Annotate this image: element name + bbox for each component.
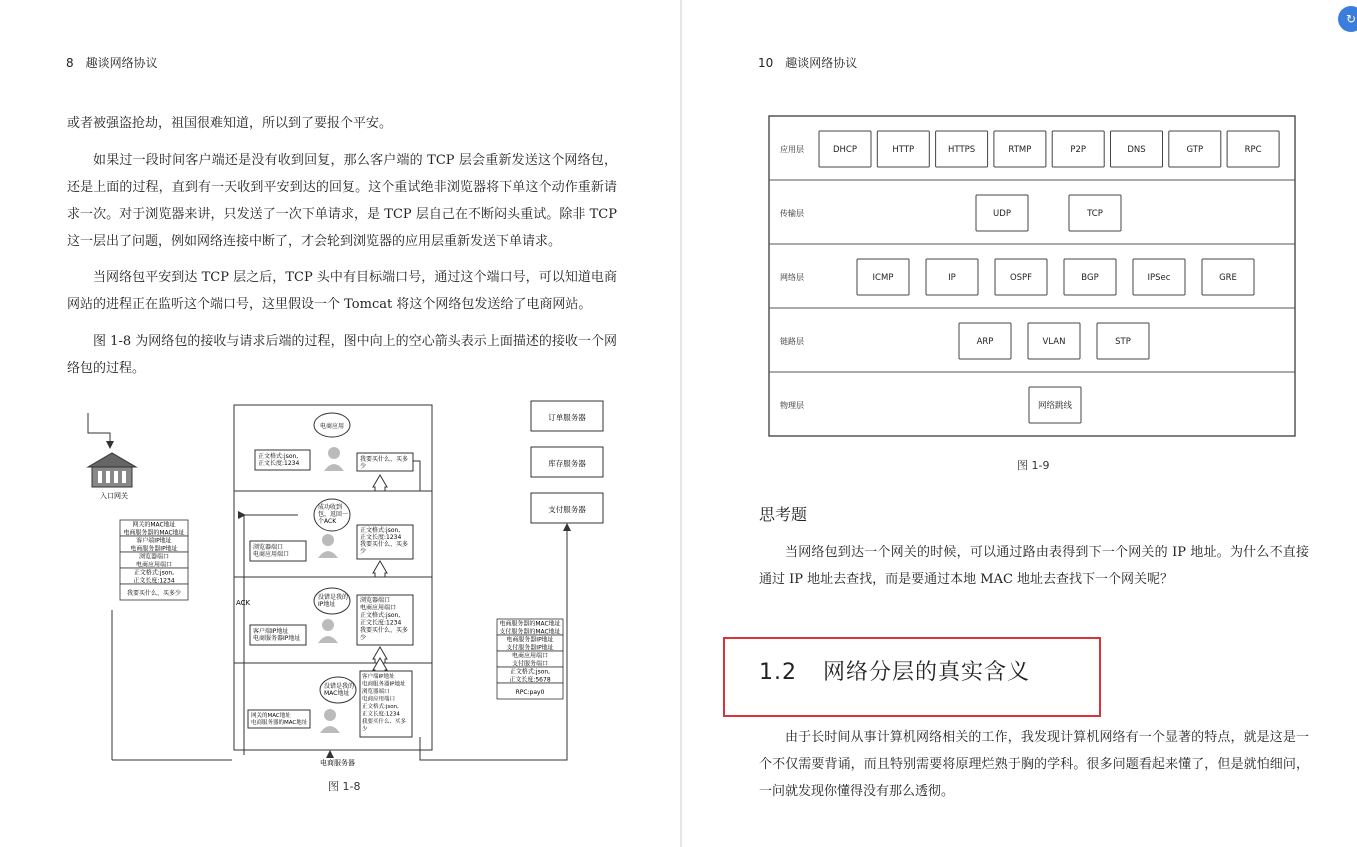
text-line: 包，返回一 — [318, 511, 349, 518]
section-number: 1.2 — [759, 660, 797, 685]
text-line: 少 — [360, 548, 367, 555]
gateway-label: 入口网关 — [100, 492, 128, 500]
protocol-label: STP — [1115, 337, 1131, 347]
paragraph-2: 如果过一段时间客户端还是没有收到回复，那么客户端的 TCP 层会重新发送这个网络包，还是上面的过程，直到有一天收到平安到达的回复。这个重试绝非浏览器将下单这个动作重新请求一次。对于浏览器来讲，只发送了一次下单请求，是 TCP 层自己在不断闷头重试。除非 TCP 这一层出了问题，例如网络连接中断了，才会轮到浏览器的应用层重新发送下单请求。 — [67, 153, 617, 249]
protocol-label: RTMP — [1008, 145, 1032, 155]
ack-label: ACK — [236, 599, 251, 607]
text-line: 正文长度:1234 — [360, 619, 402, 627]
protocol-label: 网络跳线 — [1037, 401, 1073, 411]
service-label: 支付服务器 — [548, 505, 586, 514]
protocol-label: UDP — [993, 209, 1011, 219]
gateway-packet-stack — [120, 520, 188, 600]
paragraph-4: 图 1-8 为网络包的接收与请求后端的过程，图中向上的空心箭头表示上面描述的接收一个网络包的过程。 — [67, 334, 617, 376]
stack-line: 我要买什么、买多少 — [126, 590, 182, 597]
protocol-label: IP — [948, 273, 956, 283]
protocol-label: HTTP — [892, 145, 915, 155]
think-heading: 思考题 — [759, 505, 808, 524]
stack-line: 浏览器端口 — [138, 553, 170, 561]
protocol-label: RPC — [1244, 145, 1262, 155]
protocol-label: TCP — [1087, 209, 1103, 219]
layer-name: 传输层 — [780, 209, 804, 218]
right-page — [682, 0, 1357, 847]
gateway-building-icon — [88, 453, 136, 487]
stack-line: 正文长度:5678 — [509, 676, 551, 684]
protocol-label: OSPF — [1009, 273, 1033, 283]
text-line: 正文格式:json, — [360, 612, 401, 619]
stack-line: 支付服务器IP地址 — [506, 644, 554, 652]
text-line: 个ACK — [318, 518, 337, 525]
server-label: 电商服务器 — [320, 759, 355, 767]
text-line: 少 — [360, 634, 367, 642]
ip-layer — [250, 588, 413, 645]
mac-layer — [248, 671, 412, 737]
app-badge-icon[interactable]: ↻ — [1338, 6, 1357, 32]
body-text: 由于长时间从事计算机网络相关的工作，我发现计算机网络有一个显著的特点，就是这是一个不仅需要背诵，而且特别需要将原理烂熟于胸的学科。很多问题看起来懂了，但是就怕细问，一问就发现你懂得没有那么透彻。 — [759, 730, 1309, 799]
stack-line: 电商服务器的MAC地址 — [499, 620, 561, 628]
rpc-packet-stack — [497, 619, 563, 699]
protocol-label: VLAN — [1042, 337, 1066, 347]
text-line: 正文格式:json, — [362, 704, 399, 710]
think-text: 当网络包到达一个网关的时候，可以通过路由表得到下一个网关的 IP 地址。为什么不直接通过 IP 地址去查找，而是要通过本地 MAC 地址去查找下一个网关呢？ — [759, 545, 1309, 587]
paragraph-1: 或者被强盗抢劫，祖国很难知道，所以到了要报个平安。 — [67, 116, 393, 131]
protocol-label: BGP — [1081, 273, 1099, 283]
text-line: 客户端IP地址 — [253, 628, 289, 635]
stack-line: 网关的MAC地址 — [132, 521, 176, 529]
stack-line: 电商服务器IP地址 — [506, 636, 554, 644]
protocol-label: GRE — [1219, 273, 1237, 283]
paragraph-3: 当网络包平安到达 TCP 层之后，TCP 头中有目标端口号，通过这个端口号，可以知道电商网站的进程正在监听这个端口号，这里假设一个 Tomcat 将这个网络包发送给了电商网站。 — [67, 270, 617, 312]
backend-services — [531, 401, 603, 523]
text-line: 正文格式:json, — [258, 453, 299, 460]
section-title-text: 网络分层的真实含义 — [823, 660, 1031, 685]
text-line: MAC地址 — [324, 690, 350, 697]
text-line: 电商服务器IP地址 — [362, 681, 406, 688]
stack-line: 支付服务器的MAC地址 — [499, 628, 561, 636]
text-line: 电商应用端口 — [362, 696, 396, 703]
stack-line: 正文长度:1234 — [133, 577, 175, 585]
figure-1-8-caption: 图 1-8 — [328, 780, 361, 793]
text-line: 正文长度:1234 — [258, 460, 300, 467]
text-line: 电商服务器的MAC地址 — [251, 720, 308, 726]
protocol-label: DNS — [1127, 145, 1146, 155]
text-line: 电商应用端口 — [253, 551, 290, 558]
text-line: 电商服务器IP地址 — [253, 635, 301, 642]
layer-name: 应用层 — [780, 145, 804, 154]
protocol-label: GTP — [1186, 145, 1204, 155]
stack-line: 正文格式:json, — [509, 668, 551, 676]
layer-name: 链路层 — [780, 337, 804, 346]
page-number: 10 — [758, 56, 774, 70]
stack-line: 电商应用端口 — [511, 652, 549, 660]
stack-line: 电商服务器IP地址 — [130, 545, 178, 553]
stack-line: 电商应用端口 — [135, 561, 173, 569]
page-header-left — [66, 54, 158, 71]
stack-line: 客户端IP地址 — [136, 537, 172, 545]
tcp-layer — [250, 499, 413, 561]
stack-line: 支付服务端口 — [511, 660, 549, 668]
text-line: 少 — [362, 726, 368, 733]
protocol-label: ARP — [976, 337, 994, 347]
protocol-label: HTTPS — [948, 145, 976, 155]
text-line: 我要买什么、买多 — [360, 456, 409, 463]
protocol-label: ICMP — [872, 273, 894, 283]
service-label: 订单服务器 — [548, 413, 586, 422]
app-bubble: 电商应用 — [320, 423, 345, 430]
text-line: 电商应用端口 — [360, 604, 397, 612]
text-line: 客户端IP地址 — [362, 674, 395, 680]
text-line: 网关的MAC地址 — [251, 713, 291, 719]
layer-name: 网络层 — [780, 273, 804, 282]
text-line: 成功收到 — [318, 504, 343, 511]
text-line: 正文长度:1234 — [360, 534, 402, 541]
text-line: 正文格式:json, — [360, 527, 401, 534]
stack-line: 电商服务器的MAC地址 — [123, 529, 185, 537]
stack-line: RPC:pay0 — [515, 689, 545, 696]
book-title: 趣谈网络协议 — [785, 56, 858, 70]
figure-1-8 — [0, 395, 680, 815]
text-line: 浏览器端口 — [362, 689, 390, 695]
app-layer — [255, 413, 420, 491]
text-line: 我要买什么、买多 — [360, 627, 409, 634]
layer-name: 物理层 — [780, 401, 804, 410]
text-line: 我要买什么、买多 — [360, 541, 409, 548]
text-line: 我要买什么、买多 — [362, 719, 407, 725]
text-line: IP地址 — [318, 601, 336, 608]
protocol-label: P2P — [1070, 145, 1087, 155]
text-line: 没错是我的 — [318, 594, 349, 601]
text-line: 少 — [360, 463, 367, 470]
book-title: 趣谈网络协议 — [85, 56, 158, 70]
figure-1-9-caption: 图 1-9 — [1017, 459, 1050, 472]
service-label: 库存服务器 — [548, 459, 586, 468]
text-line: 没错是我的 — [324, 683, 355, 690]
protocol-label: DHCP — [833, 145, 857, 155]
page-number: 8 — [66, 56, 74, 70]
svg-text:正文格式:json,正文长度:1234 — [258, 452, 299, 467]
page-header-right — [758, 54, 857, 71]
text-line: 浏览器端口 — [360, 597, 391, 604]
protocol-label: IPSec — [1147, 273, 1171, 283]
text-line: 正文长度:1234 — [362, 711, 400, 718]
figure-1-9-layers — [768, 114, 1308, 444]
section-title — [759, 655, 1030, 686]
stack-line: 正文格式:json, — [133, 569, 175, 577]
text-line: 浏览器端口 — [253, 544, 284, 551]
